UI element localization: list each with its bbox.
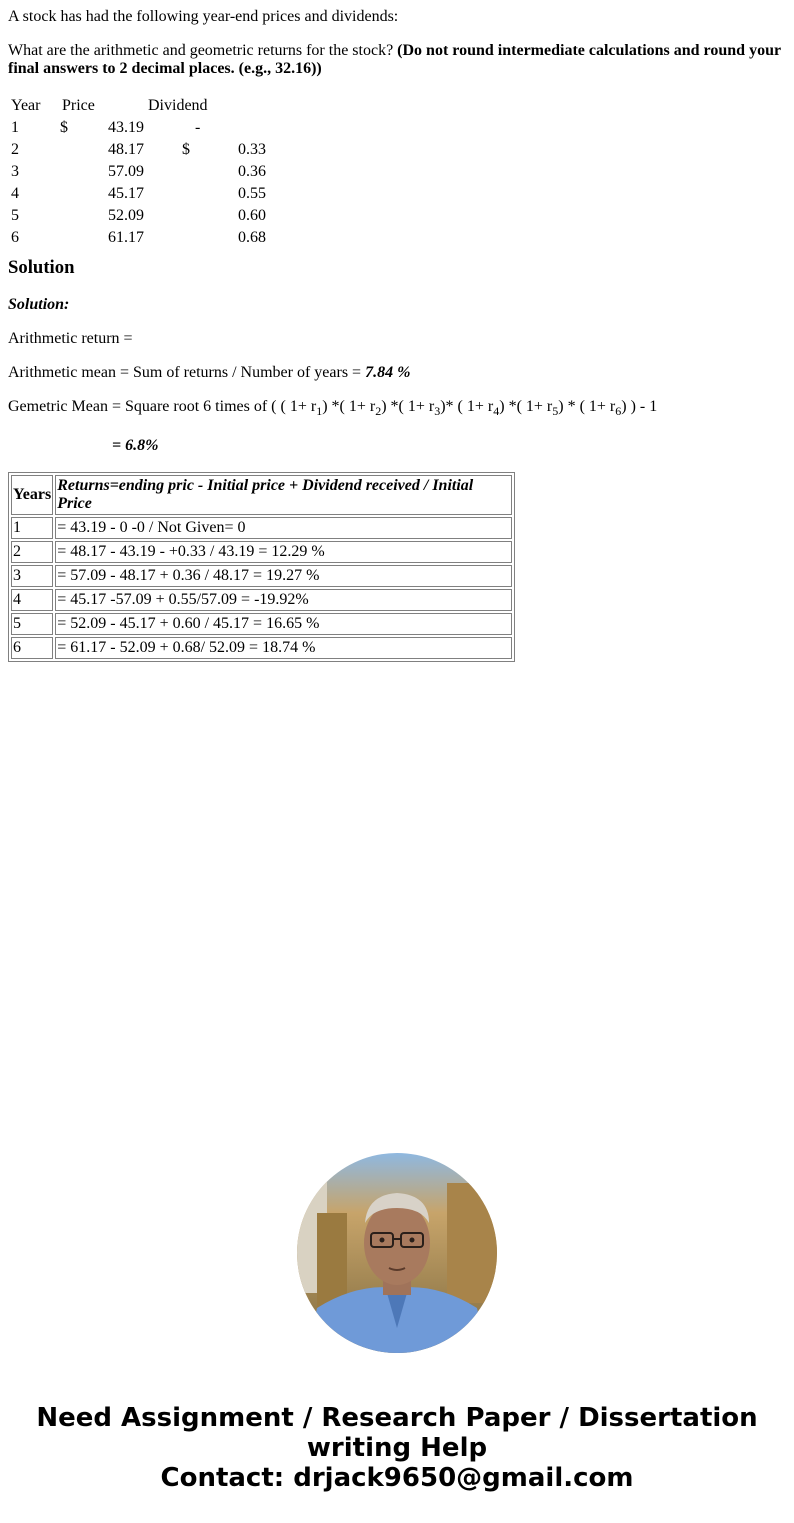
gap-cell (147, 118, 179, 138)
question-instruction: (Do not round intermediate calculations and round your final answers to 2 decimal places. (e.g., 32.16)) (8, 42, 781, 77)
returns-year-cell: 2 (11, 541, 53, 563)
price-table-row (10, 228, 267, 248)
price-dollar-sign: $ (60, 119, 68, 136)
solution-heading: Solution (8, 257, 75, 278)
returns-header-formula: Returns=ending pric - Initial price + Dividend received / Initial Price (55, 475, 512, 515)
header-price: Price (62, 97, 95, 114)
question-prompt (8, 42, 786, 78)
arithmetic-mean-value: 7.84 % (365, 364, 411, 381)
geometric-mean-result: = 6.8% (112, 437, 159, 454)
year-cell: 3 (11, 163, 19, 180)
price-cell: 43.19 (108, 119, 144, 136)
price-table-row (10, 118, 267, 138)
dividend-dollar-sign (181, 228, 193, 248)
header-year: Year (11, 97, 41, 114)
returns-formula-cell: = 52.09 - 45.17 + 0.60 / 45.17 = 16.65 % (55, 613, 512, 635)
author-avatar (297, 1153, 497, 1353)
returns-table-row (11, 613, 512, 635)
year-cell: 2 (11, 141, 19, 158)
gap-cell (147, 206, 179, 226)
returns-table-row (11, 637, 512, 659)
dividend-cell: 0.55 (238, 185, 266, 202)
question-prompt-text: What are the arithmetic and geometric returns for the stock? (8, 42, 394, 59)
year-cell: 4 (11, 185, 19, 202)
returns-year-cell: 3 (11, 565, 53, 587)
price-table-row (10, 184, 267, 204)
price-cell: 48.17 (108, 141, 144, 158)
year-cell: 5 (11, 207, 19, 224)
returns-formula-cell: = 45.17 -57.09 + 0.55/57.09 = -19.92% (55, 589, 512, 611)
promo-contact: Contact: drjack9650@gmail.com (160, 1463, 634, 1493)
price-cell: 52.09 (108, 207, 144, 224)
price-dollar-sign (59, 206, 73, 226)
returns-year-cell: 1 (11, 517, 53, 539)
price-table-row (10, 162, 267, 182)
returns-year-cell: 5 (11, 613, 53, 635)
price-table-row (10, 206, 267, 226)
dividend-dollar-sign (181, 162, 193, 182)
arithmetic-mean-line (8, 364, 410, 382)
price-dollar-sign (59, 184, 73, 204)
arithmetic-mean-text: Arithmetic mean = Sum of returns / Number of years = (8, 364, 366, 381)
gap-cell (147, 228, 179, 248)
question-intro: A stock has had the following year-end prices and dividends: (8, 8, 399, 25)
returns-table-row (11, 517, 512, 539)
dividend-dollar-sign (181, 118, 193, 138)
price-cell: 61.17 (108, 229, 144, 246)
price-dollar-sign (59, 162, 73, 182)
gap-cell (147, 162, 179, 182)
dividend-cell: 0.60 (238, 207, 266, 224)
price-dollar-sign (59, 140, 73, 160)
price-cell: 57.09 (108, 163, 144, 180)
promo-line-1: Need Assignment / Research Paper / Dissertation (36, 1403, 758, 1433)
price-dividend-table (8, 94, 269, 250)
returns-year-cell: 4 (11, 589, 53, 611)
dividend-dollar-sign (181, 184, 193, 204)
returns-table (8, 472, 515, 662)
promo-banner (0, 1403, 794, 1493)
returns-table-row (11, 541, 512, 563)
dividend-cell: - (195, 119, 201, 136)
dividend-dollar-sign (181, 206, 193, 226)
returns-table-header (11, 475, 512, 515)
price-cell: 45.17 (108, 185, 144, 202)
gap-cell (147, 184, 179, 204)
promo-line-2: writing Help (306, 1433, 488, 1463)
returns-table-row (11, 565, 512, 587)
arithmetic-return-label: Arithmetic return = (8, 330, 133, 347)
returns-header-years: Years (11, 475, 53, 515)
returns-formula-cell: = 48.17 - 43.19 - +0.33 / 43.19 = 12.29 % (55, 541, 512, 563)
returns-formula-cell: = 57.09 - 48.17 + 0.36 / 48.17 = 19.27 % (55, 565, 512, 587)
returns-formula-cell: = 61.17 - 52.09 + 0.68/ 52.09 = 18.74 % (55, 637, 512, 659)
dividend-cell: 0.36 (238, 163, 266, 180)
dividend-cell: 0.68 (238, 229, 266, 246)
returns-year-cell: 6 (11, 637, 53, 659)
returns-table-row (11, 589, 512, 611)
price-table-header (10, 96, 267, 116)
year-cell: 6 (11, 229, 19, 246)
solution-label: Solution: (8, 296, 70, 313)
author-portrait-image (297, 1153, 497, 1353)
price-dollar-sign (59, 228, 73, 248)
year-cell: 1 (11, 119, 19, 136)
gap-cell (147, 140, 179, 160)
price-table-row (10, 140, 267, 160)
dividend-cell: 0.33 (238, 141, 266, 158)
dividend-dollar-sign: $ (182, 141, 190, 158)
header-dividend: Dividend (148, 97, 208, 114)
returns-formula-cell: = 43.19 - 0 -0 / Not Given= 0 (55, 517, 512, 539)
geometric-mean-formula: Gemetric Mean = Square root 6 times of ( ( $1+ r_1$) *( $1+ r_2$) *( $1+ r_3)*$ ( $1+ r_4$) *( $1+ r_5$) * ( $1+ r_6$) ) - 1 (8, 398, 658, 419)
